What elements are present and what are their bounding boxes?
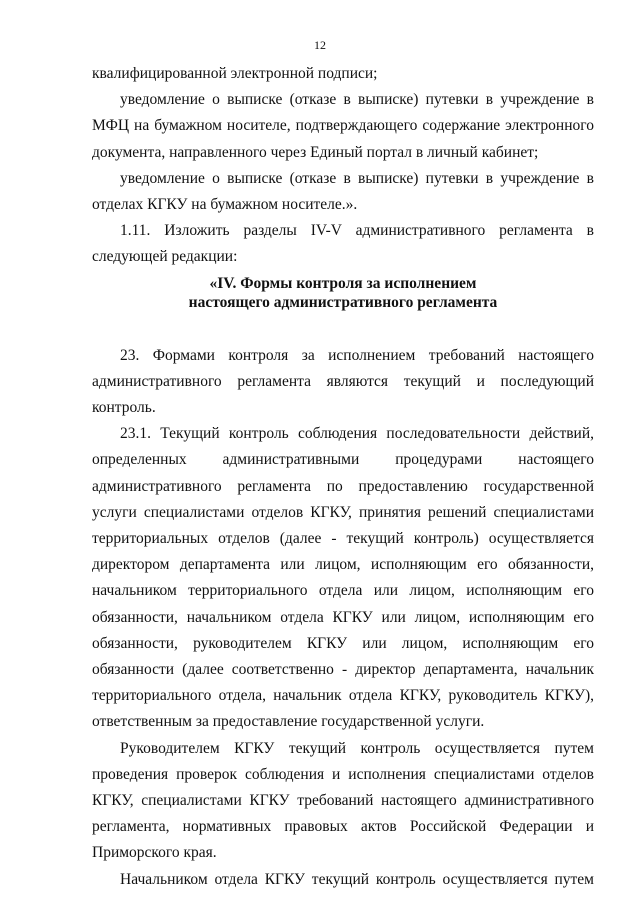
paragraph-23: 23. Формами контроля за исполнением требований настоящего административного регламента являются текущий и последующий контроль. — [92, 346, 594, 417]
paragraph-amendment-1-11: 1.11. Изложить разделы IV-V административного регламента в следующей редакции: — [92, 222, 594, 266]
page-number: 12 — [314, 38, 326, 52]
paragraph-head-control: Руководителем КГКУ текущий контроль осуществляется путем проведения проверок соблюдения и исполнения специалистами отделов КГКУ, специалистами КГКУ требований настоящего административного регламента, нормативных правовых актов Российской Федерации и Приморского края. — [92, 739, 594, 862]
paragraph-kgku-notice: уведомление о выписке (отказе в выписке) путевки в учреждение в отделах КГКУ на бумажном носителе.». — [92, 169, 594, 214]
section-spacer — [92, 312, 594, 343]
section-heading — [92, 274, 594, 312]
document-body — [92, 61, 594, 893]
paragraph-signature-end: квалифицированной электронной подписи; — [92, 65, 378, 82]
paragraph-mfc-notice: уведомление о выписке (отказе в выписке) путевки в учреждение в МФЦ на бумажном носителе, подтверждающего содержание электронного документа, направленного через Единый портал в личный кабинет; — [92, 91, 594, 161]
section-heading-line-2: настоящего административного регламента — [188, 293, 498, 311]
paragraph-department-head-control: Начальником отдела КГКУ текущий контроль осуществляется путем — [120, 870, 594, 888]
paragraph-23-1: 23.1. Текущий контроль соблюдения последовательности действий, определенных административными процедурами настоящего административного регламента по предоставлению государственной услуги специалистами отделов КГКУ, принятия решений специалистами территориальных отделов (далее - текущий контроль) осуществляется директором департамента или лицом, исполняющим его обязанности, начальником территориального отдела или лицом, исполняющим его обязанности, начальником отдела КГКУ или лицом, исполняющим его обязанности, руководителем КГКУ или лицом, исполняющим его обязанности (далее соответственно - директор департамента, начальник территориального отдела, начальник отдела КГКУ, руководитель КГКУ), ответственным за предоставление государственной услуги. — [92, 425, 594, 731]
section-heading-line-1: «IV. Формы контроля за исполнением — [209, 274, 477, 292]
